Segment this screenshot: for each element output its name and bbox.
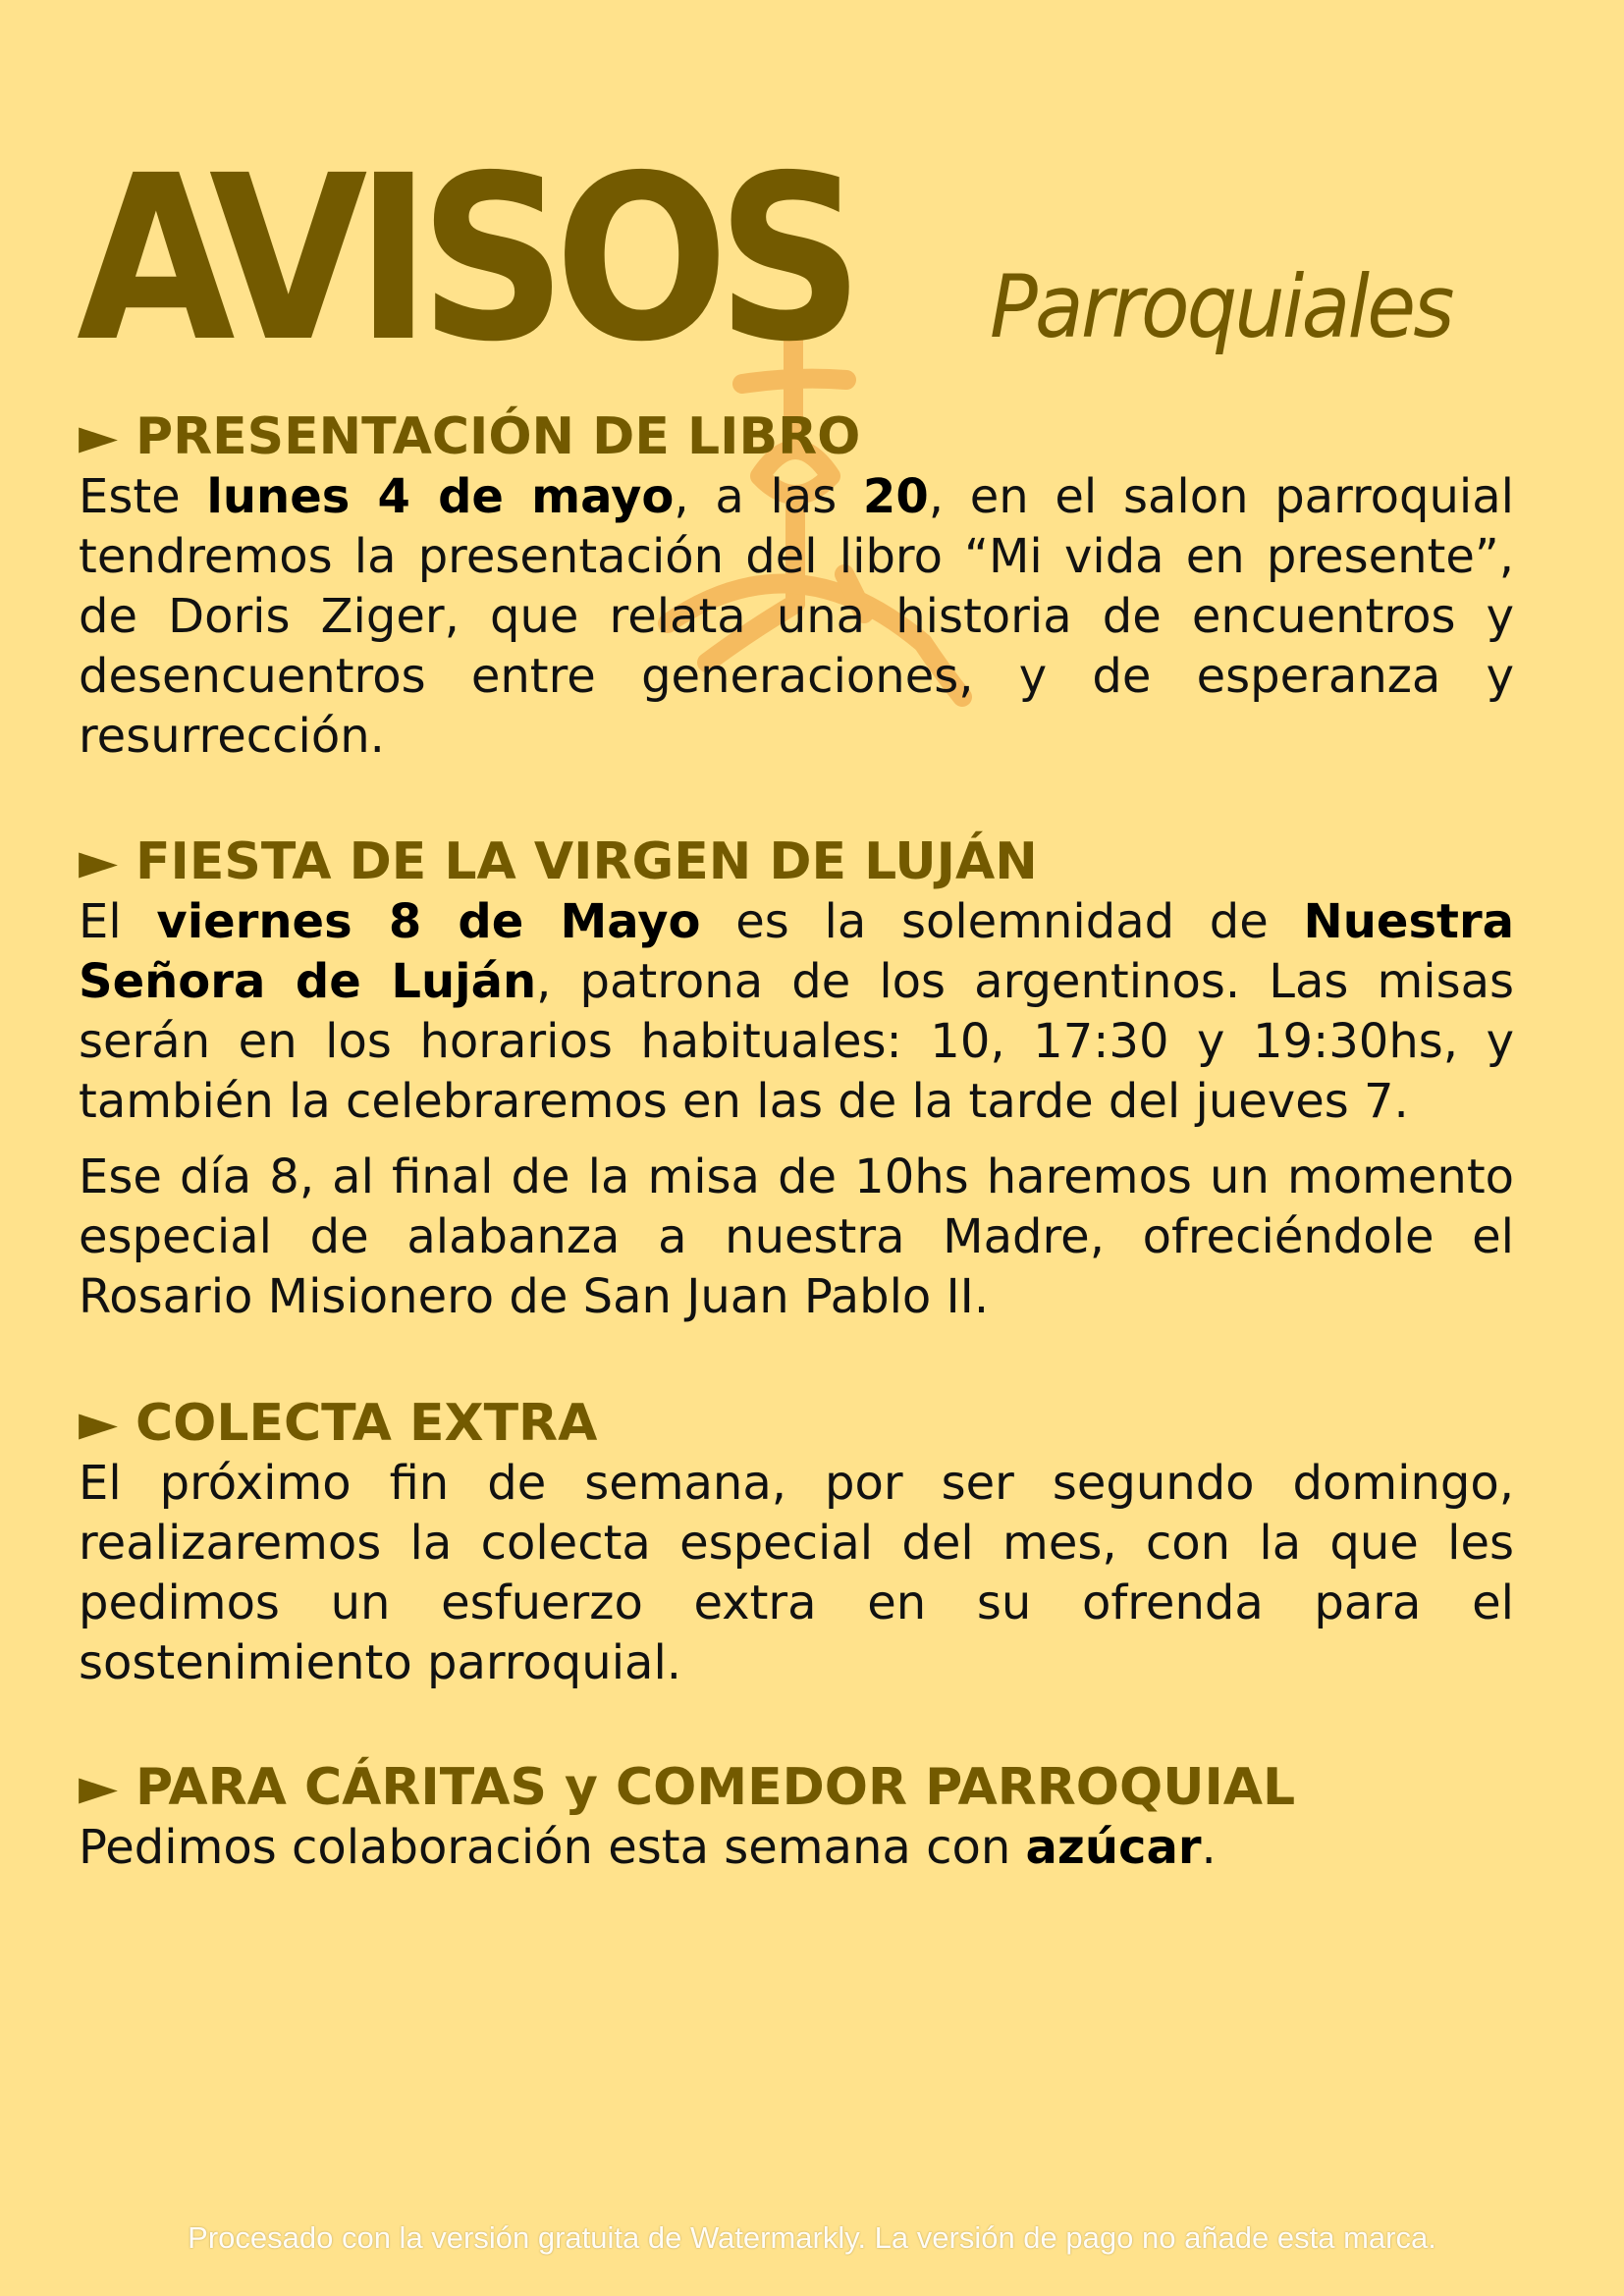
section-heading-text: COLECTA EXTRA — [135, 1394, 598, 1453]
section-presentacion-libro — [79, 406, 1514, 767]
section-paragraph — [79, 1454, 1514, 1693]
section-colecta-extra — [79, 1393, 1514, 1693]
section-heading-text: FIESTA DE LA VIRGEN DE LUJÁN — [135, 832, 1038, 891]
section-heading-text: PARA CÁRITAS y COMEDOR PARROQUIAL — [135, 1758, 1296, 1817]
paragraph-text: , a las — [674, 469, 863, 524]
paragraph-text: Este — [79, 469, 207, 524]
section-heading — [79, 1393, 1514, 1454]
section-paragraph — [79, 892, 1514, 1132]
section-paragraph — [79, 467, 1514, 767]
paragraph-text: Ese día 8, al final de la misa de 10hs haremos un momento especial de alabanza a nuestra Madre, ofreciéndole el Rosario Misionero de San Juan Pablo II. — [79, 1149, 1514, 1324]
paragraph-text: El próximo fin de semana, por ser segundo domingo, realizaremos la colecta especial del mes, con la que les pedimos un esfuerzo extra en su ofrenda para el sostenimiento parroquial. — [79, 1456, 1514, 1690]
section-paragraph — [79, 1818, 1514, 1878]
arrow-bullet-icon: ► — [79, 1758, 118, 1817]
paragraph-bold-text: viernes 8 de Mayo — [156, 894, 701, 949]
paragraph-text: , en el salon parroquial tendremos la presentación del libro “Mi vida en presente”, de Doris Ziger, que relata una historia de encuentros y desencuentros entre generaciones, y de esperanza y resurrección. — [79, 469, 1515, 764]
paragraph-bold-text: Nuestra Señora de Luján — [79, 894, 1515, 1009]
page-title — [77, 127, 1549, 392]
paragraph-text: . — [1201, 1820, 1217, 1875]
arrow-bullet-icon: ► — [79, 832, 118, 891]
paragraph-text: , patrona de los argentinos. Las misas serán en los horarios habituales: 10, 17:30 y 19:30hs, y también la celebraremos en las de la tarde del jueves 7. — [79, 954, 1514, 1129]
paragraph-bold-text: azúcar — [1025, 1820, 1202, 1875]
section-fiesta-virgen-lujan — [79, 831, 1514, 1327]
watermark-notice: Procesado con la versión gratuita de Watermarkly. La versión de pago no añade esta marca. — [188, 2220, 1436, 2255]
paragraph-bold-text: 20 — [862, 469, 929, 524]
arrow-bullet-icon: ► — [79, 407, 118, 466]
paragraph-bold-text: lunes 4 de mayo — [206, 469, 675, 524]
section-caritas-comedor — [79, 1757, 1514, 1878]
paragraph-text: es la solemnidad de — [700, 894, 1304, 949]
section-heading-text: PRESENTACIÓN DE LIBRO — [135, 407, 861, 466]
section-heading — [79, 406, 1514, 467]
title-main: AVISOS — [77, 127, 852, 392]
title-subtitle: Parroquiales — [990, 256, 1452, 357]
section-heading — [79, 831, 1514, 892]
section-paragraph — [79, 1148, 1514, 1327]
paragraph-text: Pedimos colaboración esta semana con — [79, 1820, 1026, 1875]
paragraph-text: El — [79, 894, 157, 949]
section-heading — [79, 1757, 1514, 1818]
arrow-bullet-icon: ► — [79, 1394, 118, 1453]
